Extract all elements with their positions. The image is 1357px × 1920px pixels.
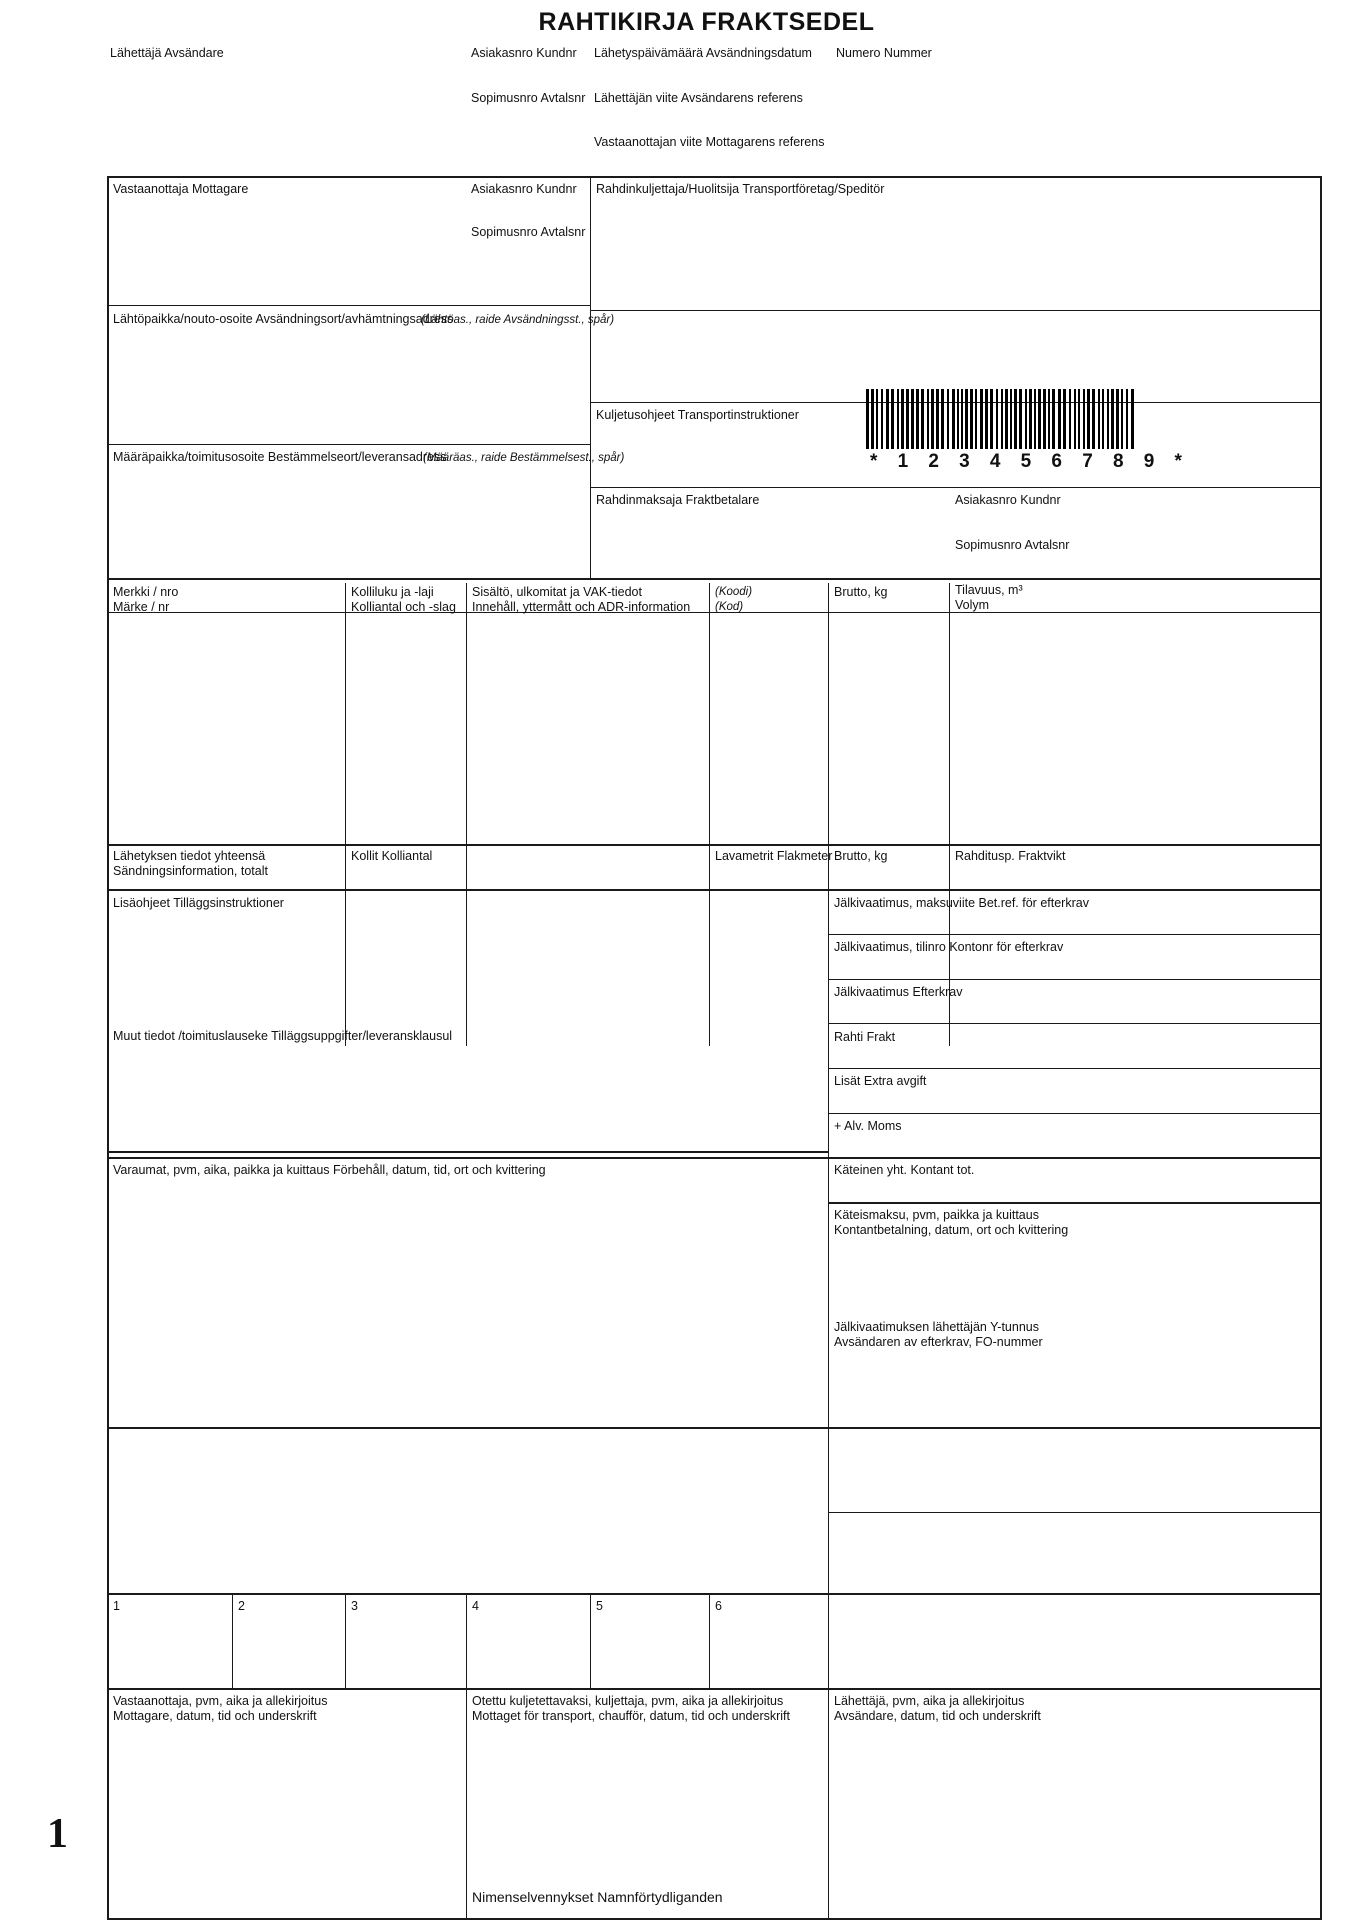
divider-vertical-main-upper (590, 177, 591, 578)
label-cash-payment-sv: Kontantbetalning, datum, ort och kvittering (834, 1222, 1069, 1237)
signature-clarification: Nimenselvennykset Namnförtydliganden (472, 1889, 723, 1905)
goods-col-header-gross: Brutto, kg (834, 585, 888, 599)
totals-freight-weight: Rahditusp. Fraktvikt (955, 849, 1066, 863)
goods-col-header-code (715, 585, 752, 614)
divider-transport-instructions-bottom (590, 487, 1322, 488)
divider-totals-col1 (345, 845, 346, 890)
page-number: 1 (47, 1811, 68, 1857)
header-label-consignee-reference: Vastaanottajan viite Mottagarens referens (594, 135, 825, 149)
charge-label-vat: + Alv. Moms (834, 1119, 902, 1133)
numbered-box-3[interactable]: 3 (351, 1599, 358, 1613)
divider-goods-col2 (466, 583, 467, 1046)
barcode-digit: * (870, 451, 878, 472)
divider-signature-2 (828, 1688, 829, 1920)
signature-carrier-sv: Mottaget för transport, chaufför, datum, tid och underskrift (472, 1708, 790, 1723)
divider-numbered-boxes-top (107, 1593, 1322, 1595)
goods-col-header-code-sv: (Kod) (715, 600, 744, 613)
goods-col-header-contents-fi: Sisältö, ulkomitat ja VAK-tiedot (472, 585, 642, 599)
goods-col-header-contents-sv: Innehåll, yttermått och ADR-information (472, 599, 691, 614)
barcode-digit: 6 (1051, 451, 1062, 472)
barcode-digit: 5 (1020, 451, 1032, 472)
divider-charge-5 (828, 1113, 1322, 1114)
header-label-customer-no: Asiakasnro Kundnr (471, 46, 577, 60)
divider-charge-6 (828, 1157, 1322, 1159)
divider-signature-1 (466, 1688, 467, 1920)
signature-consignee (113, 1694, 327, 1723)
label-other-info: Muut tiedot /toimituslauseke Tilläggsuppgifter/leveransklausul (113, 1029, 453, 1043)
totals-loading-meters: Lavametrit Flakmeter (715, 849, 833, 863)
label-additional-instructions: Lisäohjeet Tilläggsinstruktioner (113, 896, 284, 910)
numbered-box-2[interactable]: 2 (238, 1599, 245, 1613)
barcode-digit: 2 (928, 451, 939, 472)
label-departure-note: (Lähtöas., raide Avsändningsst., spår) (421, 314, 615, 326)
divider-totals-col5 (949, 845, 950, 890)
page-title: RAHTIKIRJA FRAKTSEDEL (538, 8, 875, 36)
label-cod-sender-id-fi: Jälkivaatimuksen lähettäjän Y-tunnus (834, 1320, 1039, 1334)
divider-goods-col3 (709, 583, 710, 1046)
divider-charge-4 (828, 1068, 1322, 1069)
goods-col-header-code-fi: (Koodi) (715, 586, 753, 598)
label-cash-total: Käteinen yht. Kontant tot. (834, 1163, 975, 1177)
label-cod-sender-id-sv: Avsändaren av efterkrav, FO-nummer (834, 1334, 1043, 1349)
signature-sender (834, 1694, 1041, 1723)
divider-numbered-boxes-bottom (107, 1688, 1322, 1690)
signature-sender-sv: Avsändare, datum, tid och underskrift (834, 1708, 1041, 1723)
header-label-sender-reference: Lähettäjän viite Avsändarens referens (594, 91, 803, 105)
divider-numbox-2 (345, 1593, 346, 1688)
goods-col-header-mark-fi: Merkki / nro (113, 585, 179, 599)
label-cash-payment (834, 1208, 1068, 1237)
signature-consignee-fi: Vastaanottaja, pvm, aika ja allekirjoitus (113, 1694, 328, 1708)
barcode-digit: 8 (1112, 451, 1124, 472)
label-consignee-customer-no: Asiakasnro Kundnr (471, 182, 577, 196)
label-cod-sender-id (834, 1320, 1043, 1349)
barcode-digits (866, 449, 1186, 473)
label-destination-note: (Määräas., raide Bestämmelsest., spår) (423, 452, 625, 464)
totals-summary-sv: Sändningsinformation, totalt (113, 863, 268, 878)
barcode-digit: 3 (959, 451, 970, 472)
divider-totals-top (107, 844, 1322, 846)
header-label-dispatch-date: Lähetyspäivämäärä Avsändningsdatum (594, 46, 812, 60)
divider-totals-col2 (466, 845, 467, 890)
label-consignee-contract-no: Sopimusnro Avtalsnr (471, 225, 586, 239)
divider-cod-sender-top (828, 1512, 1322, 1513)
divider-cash-total-bottom (828, 1202, 1322, 1204)
header-label-contract-no: Sopimusnro Avtalsnr (471, 91, 586, 105)
barcode (866, 389, 1186, 473)
goods-col-header-volume (955, 583, 1023, 612)
goods-col-header-mark (113, 585, 178, 614)
goods-col-header-packages-fi: Kolliluku ja -laji (351, 585, 434, 599)
charge-label-freight: Rahti Frakt (834, 1030, 896, 1044)
divider-other-info-top-2 (107, 1157, 828, 1159)
divider-charge-2 (828, 979, 1322, 980)
divider-reservations-top (107, 1427, 1322, 1429)
divider-numbox-1 (232, 1593, 233, 1688)
numbered-box-1[interactable]: 1 (113, 1599, 120, 1613)
divider-departure-bottom (107, 444, 590, 445)
divider-charge-1 (828, 934, 1322, 935)
signature-sender-fi: Lähettäjä, pvm, aika ja allekirjoitus (834, 1694, 1025, 1708)
divider-totals-bottom (107, 889, 1322, 891)
barcode-digit: 4 (989, 451, 1001, 472)
numbered-box-6[interactable]: 6 (715, 1599, 722, 1613)
totals-summary-fi: Lähetyksen tiedot yhteensä (113, 849, 266, 863)
divider-other-info-top (107, 1151, 828, 1153)
totals-packages: Kollit Kolliantal (351, 849, 433, 863)
label-consignee: Vastaanottaja Mottagare (113, 182, 249, 196)
charge-label-cod-account: Jälkivaatimus, tilinro Kontonr för efterkrav (834, 940, 1064, 954)
divider-totals-col3 (709, 845, 710, 890)
label-freight-payer-contract-no: Sopimusnro Avtalsnr (955, 538, 1070, 552)
goods-col-header-packages-sv: Kolliantal och -slag (351, 599, 456, 614)
label-transport-instructions: Kuljetusohjeet Transportinstruktioner (596, 408, 799, 422)
charge-label-cod-payment-ref: Jälkivaatimus, maksuviite Bet.ref. för efterkrav (834, 896, 1089, 910)
label-cash-payment-fi: Käteismaksu, pvm, paikka ja kuittaus (834, 1208, 1039, 1222)
numbered-box-5[interactable]: 5 (596, 1599, 603, 1613)
label-freight-payer-customer-no: Asiakasnro Kundnr (955, 493, 1061, 507)
charge-label-extra: Lisät Extra avgift (834, 1074, 927, 1088)
label-destination-place: Määräpaikka/toimitusosoite Bestämmelseort/leveransadress (113, 450, 447, 464)
barcode-bars (866, 389, 1186, 449)
label-reservations: Varaumat, pvm, aika, paikka ja kuittaus Förbehåll, datum, tid, ort och kvittering (113, 1163, 546, 1177)
divider-numbox-5 (709, 1593, 710, 1688)
label-departure-place: Lähtöpaikka/nouto-osoite Avsändningsort/avhämtningsadress (113, 312, 454, 326)
goods-col-header-contents (472, 585, 690, 614)
divider-goods-table-top (107, 578, 1322, 580)
divider-numbox-3 (466, 1593, 467, 1688)
numbered-box-4[interactable]: 4 (472, 1599, 479, 1613)
barcode-digit: 7 (1082, 451, 1093, 472)
totals-summary (113, 849, 268, 878)
goods-col-header-volume-sv: Volym (955, 597, 990, 612)
divider-numbox-6 (828, 1593, 829, 1688)
goods-col-header-volume-fi: Tilavuus, m³ (955, 583, 1023, 597)
signature-carrier (472, 1694, 790, 1723)
divider-goods-col1 (345, 583, 346, 1046)
divider-consignee-bottom (107, 305, 590, 306)
signature-consignee-sv: Mottagare, datum, tid och underskrift (113, 1708, 317, 1723)
label-carrier: Rahdinkuljettaja/Huolitsija Transportföretag/Speditör (596, 182, 885, 196)
barcode-digit: * (1174, 451, 1182, 472)
divider-charges-column (828, 890, 829, 1593)
goods-col-header-packages (351, 585, 456, 614)
charge-label-cod: Jälkivaatimus Efterkrav (834, 985, 963, 999)
header-label-number: Numero Nummer (836, 46, 932, 60)
barcode-digit: 9 (1143, 451, 1155, 472)
barcode-digit: 1 (897, 451, 909, 472)
divider-numbox-4 (590, 1593, 591, 1688)
goods-col-header-mark-sv: Märke / nr (113, 599, 170, 614)
header-label-sender: Lähettäjä Avsändare (110, 46, 224, 60)
divider-charge-3 (828, 1023, 1322, 1024)
totals-gross: Brutto, kg (834, 849, 888, 863)
divider-goods-col5 (949, 583, 950, 1046)
divider-carrier-bottom (590, 310, 1322, 311)
signature-carrier-fi: Otettu kuljetettavaksi, kuljettaja, pvm, aika ja allekirjoitus (472, 1694, 784, 1708)
label-freight-payer: Rahdinmaksaja Fraktbetalare (596, 493, 760, 507)
